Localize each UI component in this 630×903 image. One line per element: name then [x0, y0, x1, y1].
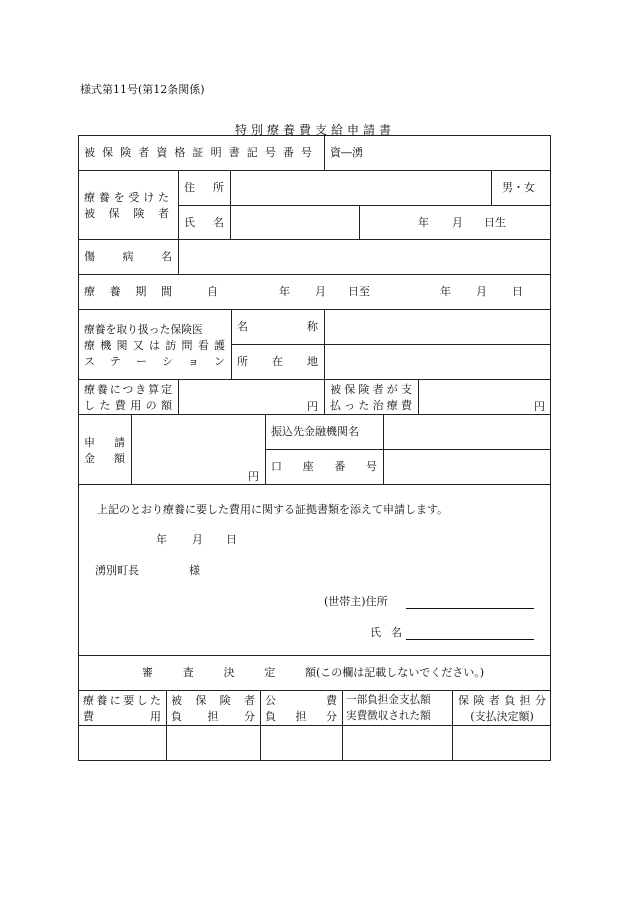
- certificate-label: 被保険者資格証明書記号番号: [84, 146, 318, 159]
- date-year: 年: [156, 533, 167, 546]
- applicant-address-label: (世帯主)住所: [324, 595, 388, 608]
- gender-field[interactable]: 男・女: [502, 181, 535, 194]
- institution-name-label: 名称: [237, 320, 318, 333]
- application-form-table: [78, 135, 551, 761]
- review-col-insured-line1: 被保険者: [171, 694, 255, 707]
- illness-label: 傷病名: [84, 250, 172, 263]
- application-amount-unit: 円: [248, 470, 259, 483]
- birth-month: 月: [452, 216, 463, 229]
- period-from: 自: [207, 285, 218, 298]
- review-col-partial-line2: 実費徴収された額: [346, 710, 431, 722]
- address-label: 住所: [184, 181, 224, 194]
- calculated-cost-line2: した費用の額: [84, 399, 172, 412]
- review-col-insurer-line2: (支払決定額): [470, 710, 534, 723]
- form-number: 様式第11号(第12条関係): [80, 83, 205, 96]
- period-to-year: 年: [440, 285, 451, 298]
- bank-institution-label: 振込先金融機関名: [271, 425, 359, 438]
- application-amount-line2: 金額: [84, 452, 125, 465]
- applicant-name-line[interactable]: [406, 625, 534, 640]
- date-month: 月: [192, 533, 203, 546]
- paid-cost-line1: 被保険者が支: [330, 383, 412, 396]
- calculated-cost-unit: 円: [307, 400, 318, 413]
- period-to: 日至: [348, 285, 370, 298]
- review-col-partial-line1: 一部負担金支払額: [346, 694, 431, 706]
- recipient-label-line1: 療養を受けた: [84, 191, 172, 204]
- name-label: 氏名: [184, 216, 224, 229]
- account-number-label: 口座番号: [271, 460, 377, 473]
- period-to-month: 月: [476, 285, 487, 298]
- addressee-honorific: 様: [189, 564, 200, 577]
- applicant-address-line[interactable]: [406, 594, 534, 609]
- review-col-insurer-line1: 保険者負担分: [458, 694, 546, 707]
- birth-year: 年: [418, 216, 429, 229]
- date-day: 日: [226, 533, 237, 546]
- recipient-label-line2: 被保険者: [84, 207, 172, 220]
- form-title: 特別療養費支給申請書: [234, 123, 395, 137]
- birth-day-suffix: 日生: [484, 216, 506, 229]
- review-note: (この欄は記載しないでください。): [316, 666, 485, 679]
- review-col-public-line1: 公費: [265, 694, 337, 707]
- review-heading: 審査決定額: [142, 666, 316, 679]
- period-from-year: 年: [279, 285, 290, 298]
- review-col-insured-line2: 負担分: [171, 710, 255, 723]
- paid-cost-line2: 払った治療費: [330, 399, 412, 412]
- review-col-cost-line1: 療養に要した: [83, 694, 161, 707]
- institution-label-line2: 療機関又は訪問看護: [84, 339, 225, 352]
- period-label: 療養期間: [84, 285, 172, 298]
- review-col-cost-line2: 費用: [83, 710, 161, 723]
- period-from-month: 月: [315, 285, 326, 298]
- institution-label-line1: 療養を取り扱った保険医: [84, 323, 203, 336]
- review-col-public-line2: 負担分: [265, 710, 337, 723]
- period-to-day: 日: [512, 285, 523, 298]
- certificate-value: 資―湧: [330, 146, 363, 159]
- institution-label-line3: ステーション: [84, 355, 225, 368]
- institution-location-label: 所在地: [237, 355, 318, 368]
- calculated-cost-line1: 療養につき算定: [84, 383, 172, 396]
- declaration-text: 上記のとおり療養に要した費用に関する証拠書類を添えて申請します。: [97, 503, 449, 516]
- applicant-name-label: 氏名: [370, 626, 402, 639]
- paid-cost-unit: 円: [534, 400, 545, 413]
- application-amount-line1: 申請: [84, 436, 125, 449]
- addressee-name: 湧別町長: [95, 564, 139, 577]
